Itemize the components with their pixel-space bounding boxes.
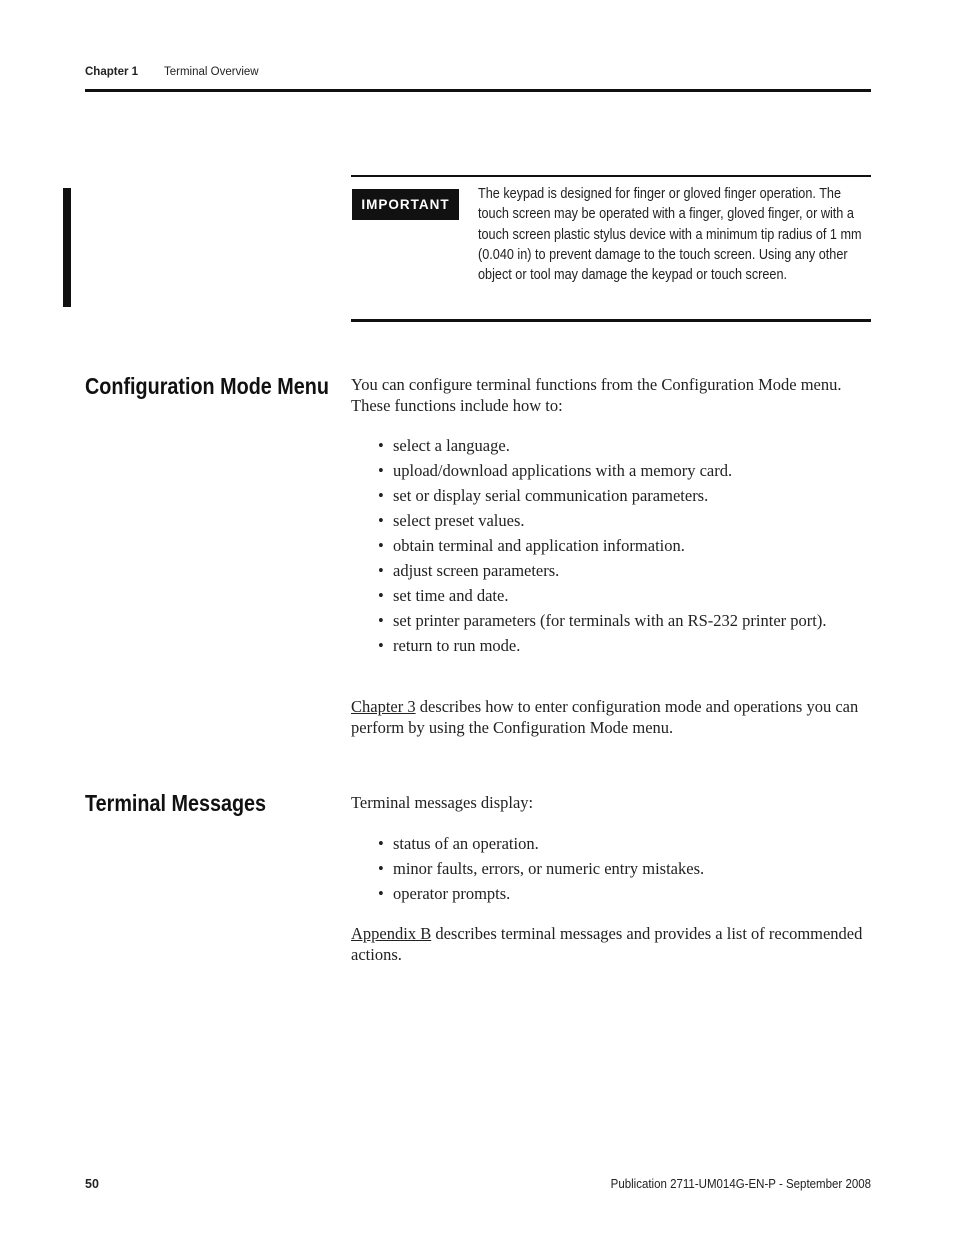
chapter-title: Terminal Overview (164, 66, 259, 78)
config-list (378, 436, 858, 661)
messages-intro: Terminal messages display: (351, 793, 534, 812)
bullet-icon: • (378, 461, 384, 480)
important-text: The keypad is designed for finger or gloved finger operation. The touch screen may be operated with a finger, gloved finger, or with a touch screen plastic stylus device with a minimum tip radius of 1 mm (0.040 in) to prevent damage to the touch screen. Using any other object or tool may damage the keypad or touch screen. (478, 186, 862, 284)
important-bottom-rule (351, 319, 871, 322)
chapter-3-link[interactable]: Chapter 3 (351, 697, 416, 716)
important-top-rule (351, 175, 871, 177)
list-item (378, 436, 858, 456)
bullet-icon: • (378, 859, 384, 878)
list-item (378, 561, 858, 581)
config-outro (351, 697, 871, 738)
list-item-text: select preset values. (393, 511, 525, 530)
bullet-icon: • (378, 436, 384, 455)
list-item (378, 859, 858, 879)
messages-outro (351, 924, 871, 965)
list-item (378, 636, 858, 656)
list-item (378, 586, 858, 606)
list-item (378, 486, 858, 506)
list-item-text: operator prompts. (393, 884, 511, 903)
bullet-icon: • (378, 486, 384, 505)
list-item (378, 834, 858, 854)
page-number: 50 (85, 1177, 99, 1191)
list-item-text: return to run mode. (393, 636, 521, 655)
important-badge: IMPORTANT (352, 189, 459, 220)
bullet-icon: • (378, 561, 384, 580)
change-bar (63, 188, 71, 307)
list-item (378, 536, 858, 556)
bullet-icon: • (378, 586, 384, 605)
list-item-text: upload/download applications with a memory card. (393, 461, 733, 480)
list-item (378, 461, 858, 481)
list-item-text: set time and date. (393, 586, 509, 605)
bullet-icon: • (378, 884, 384, 903)
config-intro: You can configure terminal functions from the Configuration Mode menu. These functions include how to: (351, 375, 842, 415)
list-item-text: adjust screen parameters. (393, 561, 560, 580)
list-item-text: set or display serial communication parameters. (393, 486, 709, 505)
bullet-icon: • (378, 611, 384, 630)
messages-outro-text: describes terminal messages and provides a list of recommended actions. (351, 924, 863, 964)
bullet-icon: • (378, 536, 384, 555)
messages-list (378, 834, 858, 909)
header-rule (85, 89, 871, 92)
appendix-b-link[interactable]: Appendix B (351, 924, 432, 943)
config-heading: Configuration Mode Menu (85, 373, 329, 399)
list-item (378, 611, 858, 631)
list-item-text: obtain terminal and application information. (393, 536, 685, 555)
list-item (378, 884, 858, 904)
config-outro-text: describes how to enter configuration mode and operations you can perform by using the Configuration Mode menu. (351, 697, 859, 737)
messages-heading: Terminal Messages (85, 790, 267, 816)
bullet-icon: • (378, 511, 384, 530)
list-item-text: set printer parameters (for terminals with an RS-232 printer port). (393, 611, 827, 630)
list-item (378, 511, 858, 531)
bullet-icon: • (378, 636, 384, 655)
chapter-label: Chapter 1 (85, 66, 139, 78)
list-item-text: status of an operation. (393, 834, 539, 853)
list-item-text: select a language. (393, 436, 510, 455)
publication-info: Publication 2711-UM014G-EN-P - September 2008 (610, 1177, 871, 1191)
bullet-icon: • (378, 834, 384, 853)
list-item-text: minor faults, errors, or numeric entry mistakes. (393, 859, 705, 878)
